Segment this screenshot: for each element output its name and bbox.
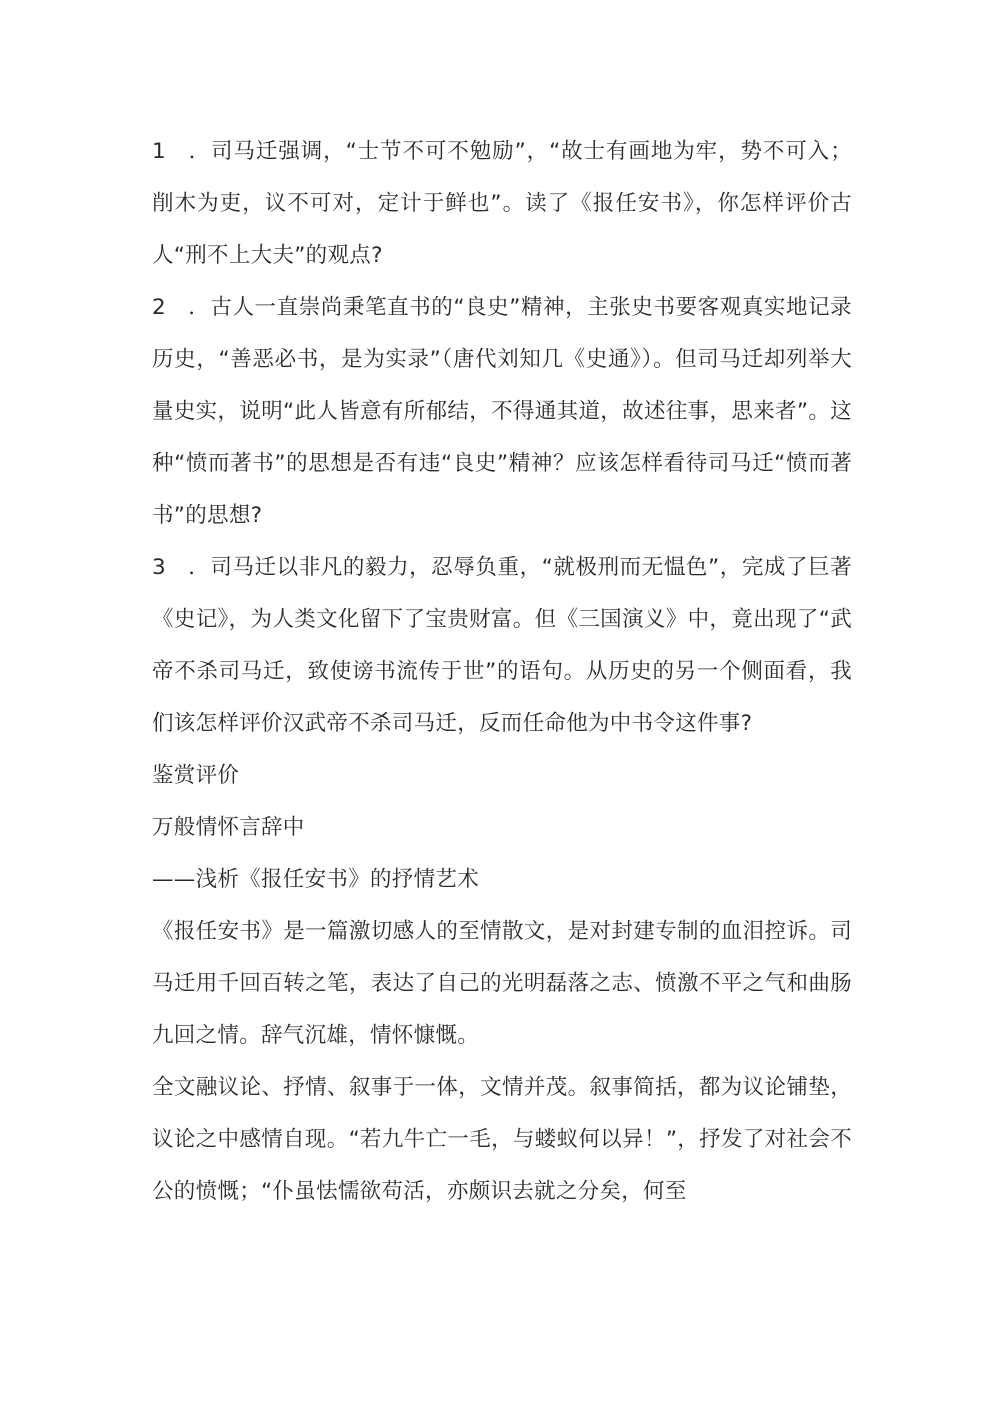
article-title: 万般情怀言辞中 — [152, 815, 305, 840]
question-text: ．司马迁强调，“士节不可不勉励”，“故士有画地为牢，势不可入；削木为吏，议不可对，定计于鲜也”。读了《报任安书》，你怎样评价古人“刑不上大夫”的观点? — [152, 139, 852, 268]
document-page — [152, 126, 852, 1218]
question-text: ．古人一直崇尚秉笔直书的“良史”精神，主张史书要客观真实地记录历史，“善恶必书，是为实录”（唐代刘知几《史通》）。但司马迁却列举大量史实，说明“此人皆意有所郁结，不得通其道，故述往事，思来者”。这种“愤而著书”的思想是否有违“良史”精神？应该怎样看待司马迁“愤而著书”的思想? — [152, 295, 852, 528]
body-paragraph: 全文融议论、抒情、叙事于一体，文情并茂。叙事简括，都为议论铺垫，议论之中感情自现。“若九牛亡一毛，与蝼蚁何以异！”，抒发了对社会不公的愤慨；“仆虽怯懦欲苟活，亦颇识去就之分矣，何至 — [152, 1075, 852, 1204]
question-2 — [152, 282, 852, 542]
body-paragraph: 《报任安书》是一篇激切感人的至情散文，是对封建专制的血泪控诉。司马迁用千回百转之笔，表达了自己的光明磊落之志、愤激不平之气和曲肠九回之情。辞气沉雄，情怀慷慨。 — [152, 919, 852, 1048]
section-heading: 鉴赏评价 — [152, 763, 240, 788]
question-number: 1 — [152, 139, 166, 164]
article-subtitle: ——浅析《报任安书》的抒情艺术 — [152, 867, 480, 892]
question-1 — [152, 126, 852, 282]
question-number: 2 — [152, 295, 166, 320]
question-text: ．司马迁以非凡的毅力，忍辱负重，“就极刑而无愠色”，完成了巨著《史记》，为人类文化留下了宝贵财富。但《三国演义》中，竟出现了“武帝不杀司马迁，致使谤书流传于世”的语句。从历史的另一个侧面看，我们该怎样评价汉武帝不杀司马迁，反而任命他为中书令这件事? — [152, 555, 852, 736]
question-3 — [152, 542, 852, 750]
question-number: 3 — [152, 555, 166, 580]
